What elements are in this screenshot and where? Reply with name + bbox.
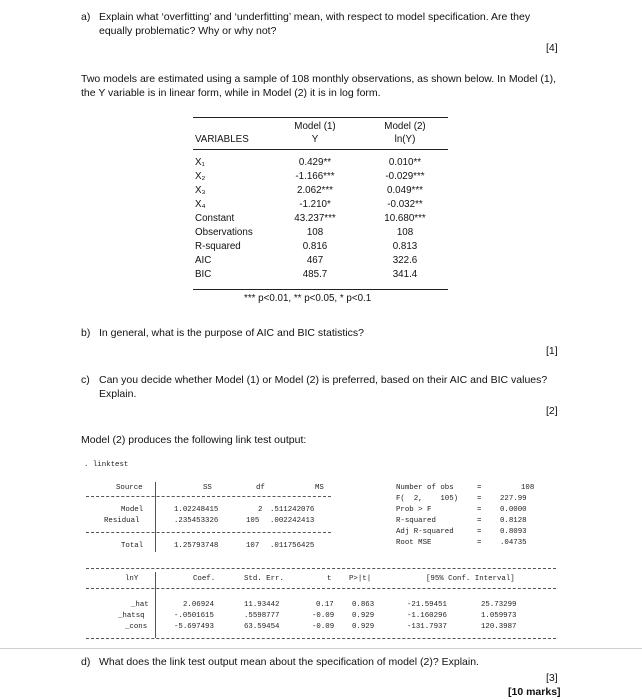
reg-row: Constant 43.237*** 10.680*** [195, 213, 426, 224]
model2-title: Model (2) [384, 121, 426, 132]
reg-row: X₁ 0.429** 0.010** [195, 157, 422, 168]
total-marks: [10 marks] [508, 686, 561, 698]
question-a-marks: [4] [546, 42, 558, 54]
question-d-label: d) [81, 656, 91, 668]
question-c-marks: [2] [546, 405, 558, 417]
variables-header: VARIABLES [195, 134, 249, 145]
question-c-label: c) [81, 374, 90, 386]
model1-sub: Y [311, 134, 319, 145]
question-b-marks: [1] [546, 345, 558, 357]
model1-title: Model (1) [294, 121, 336, 132]
question-c-line2: Explain. [99, 388, 137, 400]
stata-command: . linktest [84, 461, 129, 469]
question-c-line1: Can you decide whether Model (1) or Model (2) is preferred, based on their AIC and BIC values? [99, 374, 548, 386]
question-a-line1: Explain what ‘overfitting’ and ‘underfitting’ mean, with respect to model specification. Are they [99, 11, 531, 23]
model2-sub: ln(Y) [394, 134, 416, 145]
question-a-label: a) [81, 11, 91, 23]
section-divider [0, 648, 642, 649]
reg-row: X₃ 2.062*** 0.049*** [195, 185, 423, 196]
intro-line2: the Y variable is in linear form, while in Model (2) it is in log form. [81, 87, 381, 99]
reg-row: R-squared 0.816 0.813 [195, 241, 418, 252]
intro-line1: Two models are estimated using a sample of 108 monthly observations, as shown below. In Model (1), [81, 73, 557, 85]
question-d-marks: [3] [546, 672, 558, 684]
reg-row: X₄ -1.210* -0.032** [195, 199, 423, 210]
question-d-line1: What does the link test output mean about the specification of model (2)? Explain. [99, 656, 479, 668]
question-b-line1: In general, what is the purpose of AIC and BIC statistics? [99, 327, 364, 339]
reg-row: X₂ -1.166*** -0.029*** [195, 171, 425, 182]
linktest-intro: Model (2) produces the following link test output: [81, 434, 307, 446]
reg-footnote: *** p<0.01, ** p<0.05, * p<0.1 [244, 293, 372, 304]
reg-row: AIC 467 322.6 [195, 255, 418, 266]
question-b-label: b) [81, 327, 91, 339]
stata-output: . linktest Source SS df MS Model 1.02248415 2 .511242076 Residual .235453326 105 .002242413 Total 1.25793748 107 .011756425 Number of obs F( 2, 105) Prob > F R-squared Adj R-squared Root MSE = = = = = = 108 227.99 0.0000 0.8128 0.8093 .04735 lnY Coef. Std. Err. t P>|t| [95% Conf. Interval] _hat 2.06924 11.93442 0.17 0.863 -21.59451 25.73299 _hatsq -.0501615 .5598777 -0.09 0.929 -1.160296 1.059973 _cons -5.697493 63.59454 -0.09 0.929 -131.7937 120.3987 [0, 0, 642, 700]
reg-row: BIC 485.7 341.4 [195, 269, 418, 280]
question-a-line2: equally problematic? Why or why not? [99, 25, 277, 37]
reg-row: Observations 108 108 [195, 227, 414, 238]
